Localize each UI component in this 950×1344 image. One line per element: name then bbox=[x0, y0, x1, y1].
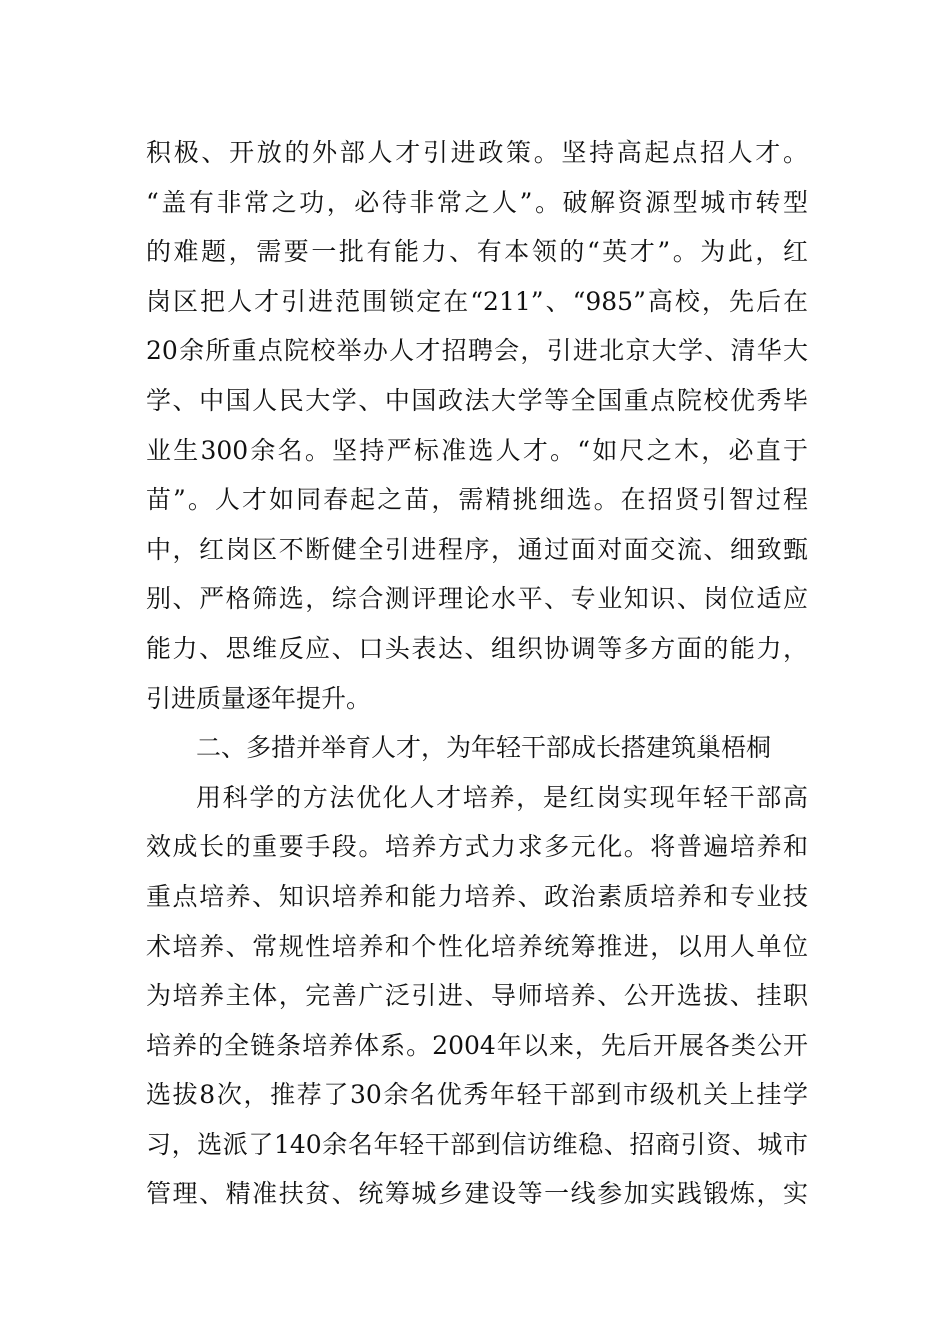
text-line: 术培养、常规性培养和个性化培养统筹推进，以用人单位 bbox=[146, 931, 808, 961]
text-line: 重点培养、知识培养和能力培养、政治素质培养和专业技 bbox=[146, 881, 808, 911]
text-line: 积极、开放的外部人才引进政策。坚持高起点招人才。 bbox=[146, 138, 808, 167]
text-line: 效成长的重要手段。培养方式力求多元化。将普遍培养和 bbox=[146, 832, 808, 862]
text-line: 培养的全链条培养体系。2004年以来，先后开展各类公开 bbox=[146, 1030, 808, 1060]
text-line: 业生300余名。坚持严标准选人才。“如尺之木，必直于 bbox=[146, 435, 808, 465]
text-line: 学、中国人民大学、中国政法大学等全国重点院校优秀毕 bbox=[146, 385, 808, 415]
text-line: 能力、思维反应、口头表达、组织协调等多方面的能力， bbox=[146, 633, 808, 663]
text-line: 引进质量逐年提升。 bbox=[146, 683, 372, 713]
body-text bbox=[146, 128, 808, 1219]
text-line: 选拔8次，推荐了30余名优秀年轻干部到市级机关上挂学 bbox=[146, 1080, 808, 1110]
section-heading: 二、多措并举育人才，为年轻干部成长搭建筑巢梧桐 bbox=[196, 733, 772, 763]
text-line: 中，红岗区不断健全引进程序，通过面对面交流、细致甄 bbox=[146, 534, 808, 564]
text-line: 岗区把人才引进范围锁定在“211”、“985”高校，先后在 bbox=[146, 286, 808, 316]
text-line: 习，选派了140余名年轻干部到信访维稳、招商引资、城市 bbox=[146, 1129, 808, 1159]
text-line: 的难题，需要一批有能力、有本领的“英才”。为此，红 bbox=[146, 237, 808, 267]
text-line: 苗”。人才如同春起之苗，需精挑细选。在招贤引智过程 bbox=[146, 485, 808, 515]
text-line: 用科学的方法优化人才培养，是红岗实现年轻干部高 bbox=[196, 782, 808, 812]
text-line: “盖有非常之功，必待非常之人”。破解资源型城市转型 bbox=[146, 187, 808, 217]
text-line: 别、严格筛选，综合测评理论水平、专业知识、岗位适应 bbox=[146, 584, 808, 614]
text-line: 管理、精准扶贫、统筹城乡建设等一线参加实践锻炼，实 bbox=[146, 1179, 808, 1209]
text-line: 为培养主体，完善广泛引进、导师培养、公开选拔、挂职 bbox=[146, 981, 808, 1011]
text-line: 20余所重点院校举办人才招聘会，引进北京大学、清华大 bbox=[146, 336, 808, 366]
